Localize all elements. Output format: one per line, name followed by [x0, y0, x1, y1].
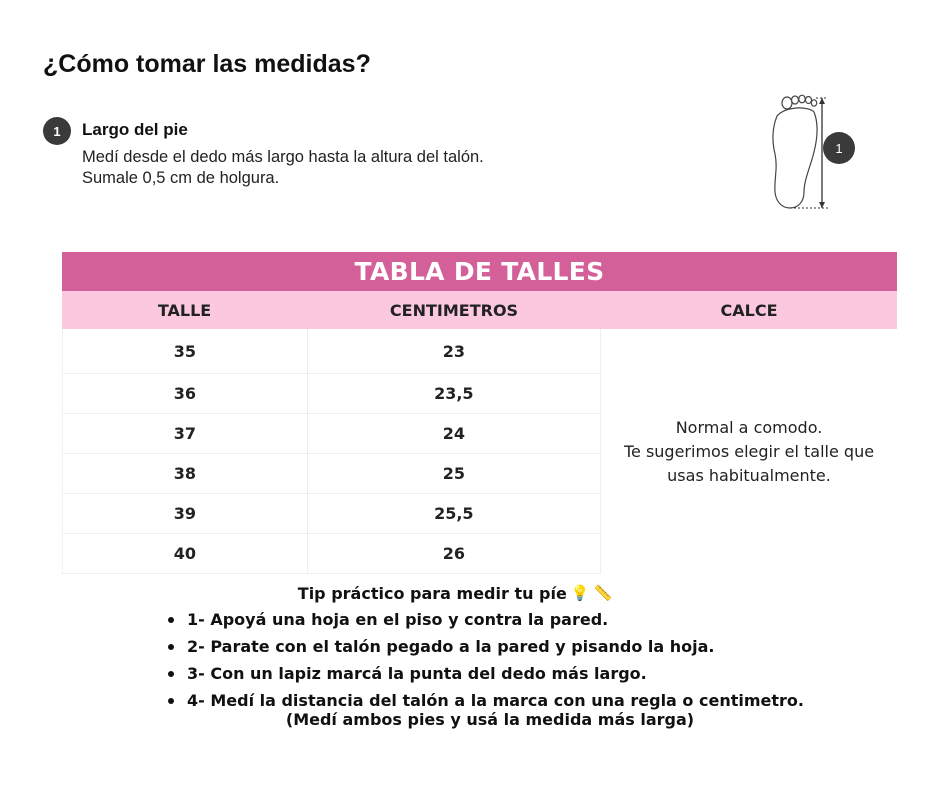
talle-cell: 37	[62, 414, 308, 453]
header-talle: TALLE	[157, 300, 212, 320]
foot-outline-icon	[760, 94, 860, 214]
lightbulb-icon: 💡	[570, 584, 590, 602]
ruler-icon: 📏	[593, 584, 613, 602]
diagram-badge: 1	[835, 141, 843, 156]
calce-line-2: Te sugerimos elegir el talle que usas habitualmente.	[623, 441, 875, 485]
list-item: 4- Medí la distancia del talón a la marca con una regla o centimetro.	[168, 687, 804, 714]
tip-section	[0, 580, 940, 729]
step-title: Largo del pie	[82, 120, 188, 139]
calce-line-1: Normal a comodo.	[675, 417, 823, 437]
cm-cell: 26	[308, 534, 601, 573]
cm-cell: 23,5	[308, 374, 601, 413]
table-row	[62, 454, 601, 494]
step-description: Medí desde el dedo más largo hasta la altura del talón. Sumale 0,5 cm de holgura.	[82, 148, 484, 187]
table-title: TABLA DE TALLES	[62, 252, 897, 291]
talle-cell: 38	[62, 454, 308, 493]
talle-cell: 39	[62, 494, 308, 533]
talle-cell: 36	[62, 374, 308, 413]
header-calce: CALCE	[720, 300, 778, 320]
list-item: 1- Apoyá una hoja en el piso y contra la pared.	[168, 606, 804, 633]
list-item: 2- Parate con el talón pegado a la pared y pisando la hoja.	[168, 633, 804, 660]
page-title: ¿Cómo tomar las medidas?	[43, 50, 371, 78]
table-row	[62, 329, 601, 374]
table-row	[62, 494, 601, 534]
cm-cell: 25,5	[308, 494, 601, 533]
table-row	[62, 534, 601, 574]
table-row	[62, 414, 601, 454]
tip-list	[168, 606, 804, 714]
table-header-row	[62, 291, 897, 329]
cm-cell: 25	[308, 454, 601, 493]
calce-description	[601, 329, 897, 574]
talle-cell: 35	[62, 329, 308, 373]
list-item: 3- Con un lapiz marcá la punta del dedo más largo.	[168, 660, 804, 687]
table-row	[62, 374, 601, 414]
tip-note: (Medí ambos pies y usá la medida más larga)	[285, 710, 695, 729]
cm-cell: 24	[308, 414, 601, 453]
size-table	[62, 252, 897, 574]
cm-cell: 23	[308, 329, 601, 373]
header-centimetros: CENTIMETROS	[389, 300, 519, 320]
tip-title: Tip práctico para medir tu píe	[297, 583, 567, 603]
talle-cell: 40	[62, 534, 308, 573]
step-number-badge: 1	[43, 117, 71, 145]
